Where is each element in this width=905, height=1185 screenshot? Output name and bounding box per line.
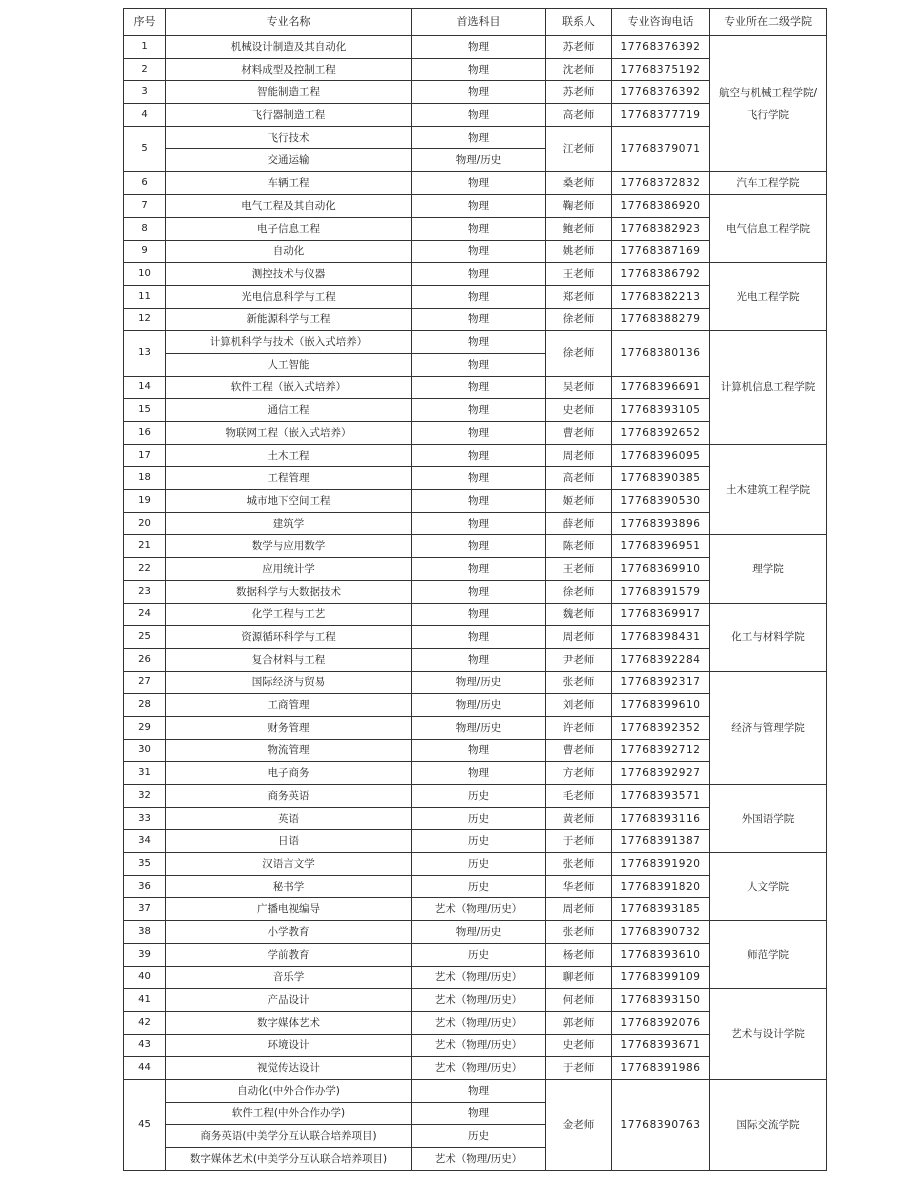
college-name: 人文学院 xyxy=(710,853,827,921)
contact-phone: 17768382923 xyxy=(612,217,710,240)
major-name: 资源循环科学与工程 xyxy=(166,626,412,649)
header-major-name: 专业名称 xyxy=(166,9,412,36)
major-name: 土木工程 xyxy=(166,444,412,467)
contact-name: 徐老师 xyxy=(546,331,612,376)
major-name: 数据科学与大数据技术 xyxy=(166,580,412,603)
major-name: 光电信息科学与工程 xyxy=(166,285,412,308)
major-name: 通信工程 xyxy=(166,399,412,422)
major-subject: 物理 xyxy=(412,512,546,535)
contact-phone: 17768391820 xyxy=(612,875,710,898)
row-seq: 39 xyxy=(124,943,166,966)
contact-name: 周老师 xyxy=(546,898,612,921)
table-row xyxy=(124,1079,827,1102)
row-seq: 45 xyxy=(124,1079,166,1170)
major-name: 数字媒体艺术(中美学分互认联合培养项目) xyxy=(166,1148,412,1171)
contact-phone: 17768393610 xyxy=(612,943,710,966)
majors-table xyxy=(123,8,827,1171)
major-subject: 物理 xyxy=(412,626,546,649)
contact-name: 苏老师 xyxy=(546,81,612,104)
table-row xyxy=(124,603,827,626)
row-seq: 40 xyxy=(124,966,166,989)
contact-phone: 17768398431 xyxy=(612,626,710,649)
major-name: 新能源科学与工程 xyxy=(166,308,412,331)
row-seq: 18 xyxy=(124,467,166,490)
major-subject: 物理 xyxy=(412,535,546,558)
major-name: 智能制造工程 xyxy=(166,81,412,104)
contact-phone: 17768376392 xyxy=(612,81,710,104)
major-subject: 物理/历史 xyxy=(412,716,546,739)
major-name: 财务管理 xyxy=(166,716,412,739)
row-seq: 6 xyxy=(124,172,166,195)
row-seq: 44 xyxy=(124,1057,166,1080)
major-name: 交通运输 xyxy=(166,149,412,172)
college-name: 经济与管理学院 xyxy=(710,671,827,784)
major-name: 环境设计 xyxy=(166,1034,412,1057)
table-row xyxy=(124,921,827,944)
contact-phone: 17768390385 xyxy=(612,467,710,490)
major-subject: 物理 xyxy=(412,126,546,149)
contact-name: 尹老师 xyxy=(546,648,612,671)
major-name: 商务英语 xyxy=(166,785,412,808)
table-row xyxy=(124,535,827,558)
table-row xyxy=(124,172,827,195)
table-row xyxy=(124,195,827,218)
major-name: 视觉传达设计 xyxy=(166,1057,412,1080)
contact-name: 徐老师 xyxy=(546,308,612,331)
major-subject: 物理 xyxy=(412,240,546,263)
college-name: 土木建筑工程学院 xyxy=(710,444,827,535)
contact-name: 史老师 xyxy=(546,1034,612,1057)
major-name: 汉语言文学 xyxy=(166,853,412,876)
major-name: 建筑学 xyxy=(166,512,412,535)
contact-name: 郭老师 xyxy=(546,1011,612,1034)
contact-phone: 17768375192 xyxy=(612,58,710,81)
major-name: 化学工程与工艺 xyxy=(166,603,412,626)
major-subject: 物理 xyxy=(412,580,546,603)
major-subject: 历史 xyxy=(412,853,546,876)
contact-phone: 17768393896 xyxy=(612,512,710,535)
contact-name: 华老师 xyxy=(546,875,612,898)
college-name: 理学院 xyxy=(710,535,827,603)
contact-phone: 17768392284 xyxy=(612,648,710,671)
contact-phone: 17768392076 xyxy=(612,1011,710,1034)
row-seq: 16 xyxy=(124,422,166,445)
major-subject: 物理 xyxy=(412,195,546,218)
contact-phone: 17768391579 xyxy=(612,580,710,603)
major-subject: 历史 xyxy=(412,785,546,808)
contact-name: 何老师 xyxy=(546,989,612,1012)
major-subject: 历史 xyxy=(412,943,546,966)
document-page xyxy=(123,8,827,1171)
contact-phone: 17768393671 xyxy=(612,1034,710,1057)
contact-name: 周老师 xyxy=(546,444,612,467)
row-seq: 26 xyxy=(124,648,166,671)
major-name: 应用统计学 xyxy=(166,558,412,581)
contact-name: 曹老师 xyxy=(546,422,612,445)
row-seq: 2 xyxy=(124,58,166,81)
major-name: 机械设计制造及其自动化 xyxy=(166,36,412,59)
major-name: 材料成型及控制工程 xyxy=(166,58,412,81)
major-subject: 艺术（物理/历史） xyxy=(412,989,546,1012)
major-subject: 物理 xyxy=(412,376,546,399)
major-subject: 物理 xyxy=(412,285,546,308)
major-subject: 物理 xyxy=(412,648,546,671)
major-subject: 物理/历史 xyxy=(412,149,546,172)
table-row xyxy=(124,989,827,1012)
contact-name: 杨老师 xyxy=(546,943,612,966)
major-name: 英语 xyxy=(166,807,412,830)
row-seq: 28 xyxy=(124,694,166,717)
row-seq: 27 xyxy=(124,671,166,694)
row-seq: 1 xyxy=(124,36,166,59)
contact-name: 桑老师 xyxy=(546,172,612,195)
contact-phone: 17768376392 xyxy=(612,36,710,59)
major-name: 自动化 xyxy=(166,240,412,263)
contact-phone: 17768399610 xyxy=(612,694,710,717)
major-name: 物联网工程（嵌入式培养） xyxy=(166,422,412,445)
college-name: 师范学院 xyxy=(710,921,827,989)
row-seq: 14 xyxy=(124,376,166,399)
college-name: 电气信息工程学院 xyxy=(710,195,827,263)
row-seq: 5 xyxy=(124,126,166,171)
contact-name: 张老师 xyxy=(546,671,612,694)
row-seq: 34 xyxy=(124,830,166,853)
major-subject: 物理 xyxy=(412,353,546,376)
major-subject: 物理 xyxy=(412,81,546,104)
contact-phone: 17768393105 xyxy=(612,399,710,422)
college-name: 计算机信息工程学院 xyxy=(710,331,827,444)
contact-name: 沈老师 xyxy=(546,58,612,81)
major-subject: 物理 xyxy=(412,558,546,581)
contact-phone: 17768393150 xyxy=(612,989,710,1012)
major-subject: 艺术（物理/历史） xyxy=(412,966,546,989)
contact-phone: 17768387169 xyxy=(612,240,710,263)
major-subject: 历史 xyxy=(412,807,546,830)
row-seq: 42 xyxy=(124,1011,166,1034)
contact-phone: 17768392927 xyxy=(612,762,710,785)
contact-name: 薛老师 xyxy=(546,512,612,535)
row-seq: 43 xyxy=(124,1034,166,1057)
contact-name: 曹老师 xyxy=(546,739,612,762)
contact-phone: 17768390530 xyxy=(612,490,710,513)
contact-name: 周老师 xyxy=(546,626,612,649)
row-seq: 35 xyxy=(124,853,166,876)
major-subject: 艺术（物理/历史） xyxy=(412,1148,546,1171)
row-seq: 32 xyxy=(124,785,166,808)
major-subject: 物理 xyxy=(412,739,546,762)
row-seq: 23 xyxy=(124,580,166,603)
major-name: 软件工程（嵌入式培养） xyxy=(166,376,412,399)
contact-name: 鲍老师 xyxy=(546,217,612,240)
contact-name: 于老师 xyxy=(546,1057,612,1080)
contact-phone: 17768392317 xyxy=(612,671,710,694)
major-subject: 物理 xyxy=(412,444,546,467)
major-name: 人工智能 xyxy=(166,353,412,376)
row-seq: 10 xyxy=(124,263,166,286)
major-subject: 物理/历史 xyxy=(412,671,546,694)
major-name: 小学教育 xyxy=(166,921,412,944)
major-name: 日语 xyxy=(166,830,412,853)
row-seq: 33 xyxy=(124,807,166,830)
major-name: 秘书学 xyxy=(166,875,412,898)
contact-name: 高老师 xyxy=(546,104,612,127)
header-college: 专业所在二级学院 xyxy=(710,9,827,36)
major-name: 工程管理 xyxy=(166,467,412,490)
table-row xyxy=(124,853,827,876)
major-subject: 物理 xyxy=(412,422,546,445)
row-seq: 38 xyxy=(124,921,166,944)
major-name: 车辆工程 xyxy=(166,172,412,195)
table-row xyxy=(124,331,827,354)
table-row xyxy=(124,671,827,694)
contact-name: 苏老师 xyxy=(546,36,612,59)
college-name: 汽车工程学院 xyxy=(710,172,827,195)
major-subject: 物理 xyxy=(412,603,546,626)
contact-name: 王老师 xyxy=(546,558,612,581)
contact-name: 刘老师 xyxy=(546,694,612,717)
row-seq: 21 xyxy=(124,535,166,558)
major-name: 计算机科学与技术（嵌入式培养） xyxy=(166,331,412,354)
contact-phone: 17768392352 xyxy=(612,716,710,739)
college-name: 化工与材料学院 xyxy=(710,603,827,671)
table-row xyxy=(124,36,827,59)
major-name: 音乐学 xyxy=(166,966,412,989)
major-name: 学前教育 xyxy=(166,943,412,966)
major-name: 自动化(中外合作办学) xyxy=(166,1079,412,1102)
contact-name: 于老师 xyxy=(546,830,612,853)
contact-name: 王老师 xyxy=(546,263,612,286)
major-name: 电气工程及其自动化 xyxy=(166,195,412,218)
college-name: 航空与机械工程学院/飞行学院 xyxy=(710,36,827,172)
header-contact: 联系人 xyxy=(546,9,612,36)
contact-phone: 17768393571 xyxy=(612,785,710,808)
contact-name: 鞠老师 xyxy=(546,195,612,218)
contact-name: 徐老师 xyxy=(546,580,612,603)
table-row xyxy=(124,444,827,467)
contact-phone: 17768386792 xyxy=(612,263,710,286)
contact-phone: 17768380136 xyxy=(612,331,710,376)
contact-name: 江老师 xyxy=(546,126,612,171)
major-subject: 物理 xyxy=(412,308,546,331)
contact-name: 黄老师 xyxy=(546,807,612,830)
contact-name: 姚老师 xyxy=(546,240,612,263)
row-seq: 13 xyxy=(124,331,166,376)
contact-phone: 17768369917 xyxy=(612,603,710,626)
major-name: 飞行技术 xyxy=(166,126,412,149)
major-subject: 物理 xyxy=(412,172,546,195)
major-subject: 物理 xyxy=(412,490,546,513)
header-subject: 首选科目 xyxy=(412,9,546,36)
major-subject: 物理 xyxy=(412,1102,546,1125)
major-subject: 物理 xyxy=(412,331,546,354)
row-seq: 3 xyxy=(124,81,166,104)
row-seq: 7 xyxy=(124,195,166,218)
row-seq: 11 xyxy=(124,285,166,308)
contact-phone: 17768379071 xyxy=(612,126,710,171)
major-subject: 物理 xyxy=(412,36,546,59)
major-subject: 历史 xyxy=(412,875,546,898)
major-subject: 艺术（物理/历史） xyxy=(412,1011,546,1034)
college-name: 光电工程学院 xyxy=(710,263,827,331)
row-seq: 22 xyxy=(124,558,166,581)
college-name: 外国语学院 xyxy=(710,785,827,853)
contact-name: 姬老师 xyxy=(546,490,612,513)
row-seq: 20 xyxy=(124,512,166,535)
contact-phone: 17768399109 xyxy=(612,966,710,989)
major-name: 电子商务 xyxy=(166,762,412,785)
contact-phone: 17768390763 xyxy=(612,1079,710,1170)
major-name: 飞行器制造工程 xyxy=(166,104,412,127)
contact-phone: 17768369910 xyxy=(612,558,710,581)
contact-name: 魏老师 xyxy=(546,603,612,626)
row-seq: 8 xyxy=(124,217,166,240)
major-name: 测控技术与仪器 xyxy=(166,263,412,286)
contact-name: 郑老师 xyxy=(546,285,612,308)
row-seq: 25 xyxy=(124,626,166,649)
contact-phone: 17768388279 xyxy=(612,308,710,331)
college-name: 艺术与设计学院 xyxy=(710,989,827,1080)
contact-name: 史老师 xyxy=(546,399,612,422)
contact-phone: 17768391920 xyxy=(612,853,710,876)
major-name: 产品设计 xyxy=(166,989,412,1012)
major-subject: 物理/历史 xyxy=(412,921,546,944)
major-name: 物流管理 xyxy=(166,739,412,762)
contact-name: 吴老师 xyxy=(546,376,612,399)
major-subject: 物理 xyxy=(412,762,546,785)
major-subject: 物理 xyxy=(412,399,546,422)
contact-name: 金老师 xyxy=(546,1079,612,1170)
contact-phone: 17768393185 xyxy=(612,898,710,921)
contact-name: 毛老师 xyxy=(546,785,612,808)
contact-phone: 17768396951 xyxy=(612,535,710,558)
contact-phone: 17768377719 xyxy=(612,104,710,127)
row-seq: 17 xyxy=(124,444,166,467)
contact-phone: 17768393116 xyxy=(612,807,710,830)
major-subject: 历史 xyxy=(412,830,546,853)
row-seq: 19 xyxy=(124,490,166,513)
row-seq: 37 xyxy=(124,898,166,921)
row-seq: 30 xyxy=(124,739,166,762)
row-seq: 12 xyxy=(124,308,166,331)
contact-phone: 17768390732 xyxy=(612,921,710,944)
row-seq: 4 xyxy=(124,104,166,127)
row-seq: 29 xyxy=(124,716,166,739)
major-name: 国际经济与贸易 xyxy=(166,671,412,694)
contact-name: 高老师 xyxy=(546,467,612,490)
major-name: 城市地下空间工程 xyxy=(166,490,412,513)
contact-phone: 17768391986 xyxy=(612,1057,710,1080)
contact-phone: 17768372832 xyxy=(612,172,710,195)
table-header-row xyxy=(124,9,827,36)
row-seq: 36 xyxy=(124,875,166,898)
major-subject: 艺术（物理/历史） xyxy=(412,898,546,921)
row-seq: 9 xyxy=(124,240,166,263)
major-subject: 物理 xyxy=(412,1079,546,1102)
header-seq: 序号 xyxy=(124,9,166,36)
table-row xyxy=(124,785,827,808)
header-phone: 专业咨询电话 xyxy=(612,9,710,36)
table-body xyxy=(124,36,827,1171)
major-name: 软件工程(中外合作办学) xyxy=(166,1102,412,1125)
major-subject: 艺术（物理/历史） xyxy=(412,1057,546,1080)
major-name: 工商管理 xyxy=(166,694,412,717)
row-seq: 15 xyxy=(124,399,166,422)
major-name: 数学与应用数学 xyxy=(166,535,412,558)
major-name: 数字媒体艺术 xyxy=(166,1011,412,1034)
major-subject: 物理 xyxy=(412,58,546,81)
major-name: 商务英语(中美学分互认联合培养项目) xyxy=(166,1125,412,1148)
major-subject: 物理/历史 xyxy=(412,694,546,717)
major-name: 复合材料与工程 xyxy=(166,648,412,671)
major-subject: 物理 xyxy=(412,263,546,286)
row-seq: 41 xyxy=(124,989,166,1012)
major-subject: 物理 xyxy=(412,217,546,240)
contact-name: 陈老师 xyxy=(546,535,612,558)
major-subject: 物理 xyxy=(412,467,546,490)
contact-phone: 17768392652 xyxy=(612,422,710,445)
contact-phone: 17768396691 xyxy=(612,376,710,399)
contact-phone: 17768391387 xyxy=(612,830,710,853)
major-name: 电子信息工程 xyxy=(166,217,412,240)
major-name: 广播电视编导 xyxy=(166,898,412,921)
contact-name: 许老师 xyxy=(546,716,612,739)
row-seq: 31 xyxy=(124,762,166,785)
contact-phone: 17768386920 xyxy=(612,195,710,218)
major-subject: 历史 xyxy=(412,1125,546,1148)
contact-name: 方老师 xyxy=(546,762,612,785)
table-row xyxy=(124,263,827,286)
major-subject: 物理 xyxy=(412,104,546,127)
contact-phone: 17768382213 xyxy=(612,285,710,308)
row-seq: 24 xyxy=(124,603,166,626)
college-name: 国际交流学院 xyxy=(710,1079,827,1170)
contact-name: 张老师 xyxy=(546,921,612,944)
contact-name: 聊老师 xyxy=(546,966,612,989)
contact-name: 张老师 xyxy=(546,853,612,876)
contact-phone: 17768396095 xyxy=(612,444,710,467)
contact-phone: 17768392712 xyxy=(612,739,710,762)
major-subject: 艺术（物理/历史） xyxy=(412,1034,546,1057)
